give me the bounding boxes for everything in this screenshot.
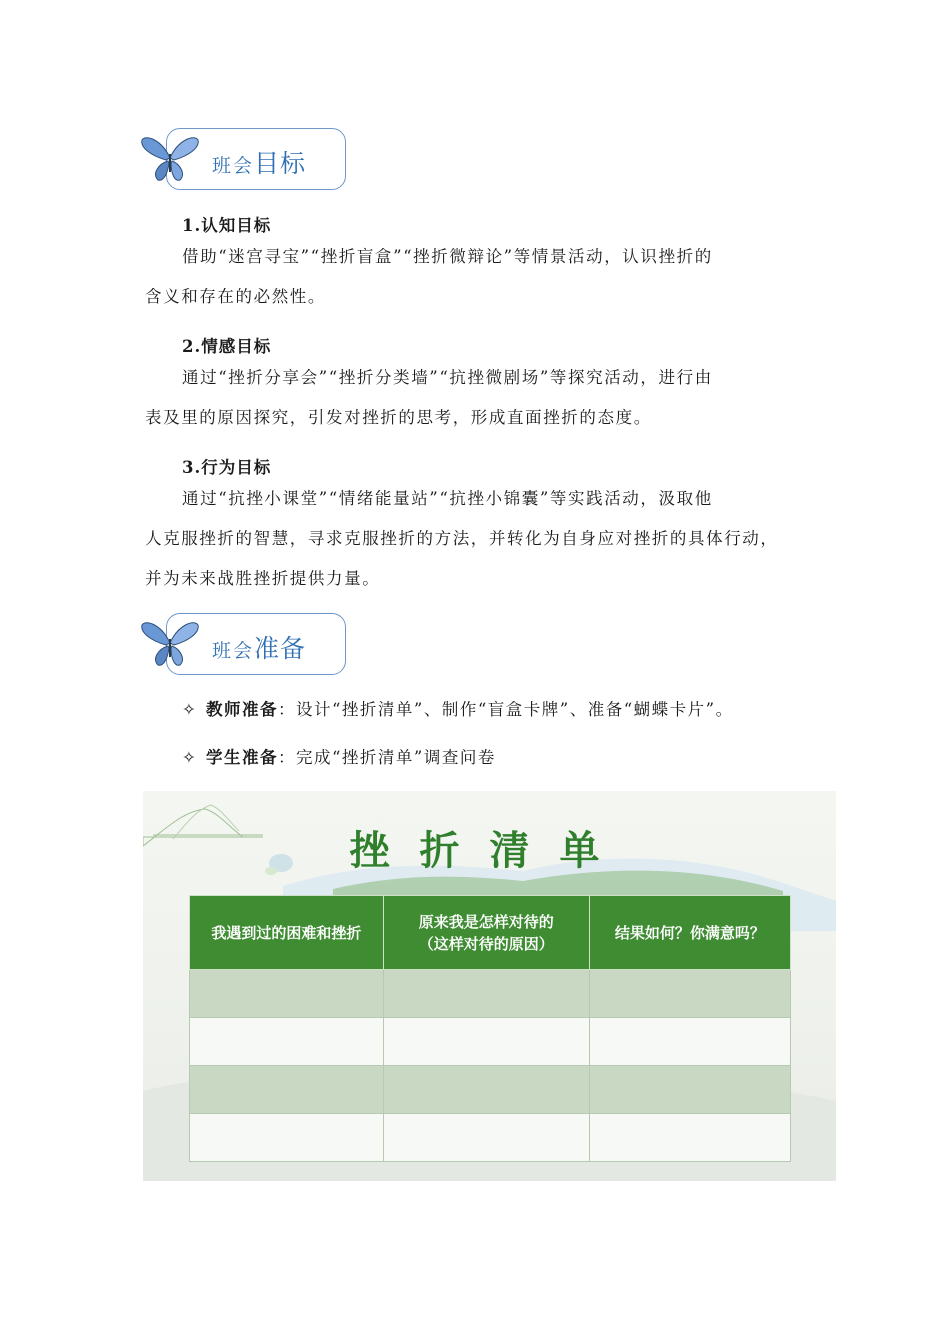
goal-paragraph-cognitive: 借助“迷宫寻宝”“挫折盲盒”“挫折微辩论”等情景活动，认识挫折的 含义和存在的必然性。 (145, 247, 713, 306)
section-title: 班会目标 (212, 149, 307, 178)
goal-heading-cognitive: 1.认知目标 (182, 216, 272, 235)
table-cell (383, 970, 589, 1018)
butterfly-icon (140, 617, 200, 669)
table-cell (190, 1018, 384, 1066)
goal-heading-behavior: 3.行为目标 (182, 458, 272, 477)
goal-paragraph-behavior: 通过“抗挫小课堂”“情绪能量站”“抗挫小锦囊”等实践活动，汲取他 人克服挫折的智慧，寻求克服挫折的方法，并转化为自身应对挫折的具体行动， 并为未来战胜挫折提供力量。 (145, 489, 779, 588)
table-row (190, 970, 791, 1018)
section-title: 班会准备 (212, 634, 307, 663)
section-header-goals (140, 128, 350, 192)
table-row (190, 1114, 791, 1162)
goal-heading-emotional: 2.情感目标 (182, 337, 272, 356)
table-cell (383, 1018, 589, 1066)
table-cell (190, 1066, 384, 1114)
frustration-list-image (143, 791, 836, 1181)
column-header: 原来我是怎样对待的 （这样对待的原因） (383, 896, 589, 970)
table-cell (383, 1114, 589, 1162)
table-cell (589, 1018, 790, 1066)
table-row (190, 1066, 791, 1114)
student-preparation: ✧ 学生准备：完成“挫折清单”调查问卷 (182, 748, 496, 767)
diamond-bullet-icon: ✧ (182, 748, 198, 767)
table-cell (589, 1066, 790, 1114)
table-cell (190, 970, 384, 1018)
table-header-row (190, 896, 791, 970)
column-header: 结果如何？你满意吗？ (589, 896, 790, 970)
column-header: 我遇到过的困难和挫折 (190, 896, 384, 970)
table-title: 挫折清单 (349, 827, 630, 874)
table-cell (383, 1066, 589, 1114)
table-cell (190, 1114, 384, 1162)
table-cell (589, 970, 790, 1018)
frustration-table (189, 895, 791, 1162)
teacher-preparation: ✧ 教师准备：设计“挫折清单”、制作“盲盒卡牌”、准备“蝴蝶卡片”。 (182, 700, 734, 719)
section-header-preparation (140, 613, 350, 677)
diamond-bullet-icon: ✧ (182, 700, 198, 719)
goal-paragraph-emotional: 通过“挫折分享会”“挫折分类墙”“抗挫微剧场”等探究活动，进行由 表及里的原因探究，引发对挫折的思考，形成直面挫折的态度。 (145, 368, 713, 427)
butterfly-icon (140, 132, 200, 184)
table-row (190, 1018, 791, 1066)
table-cell (589, 1114, 790, 1162)
